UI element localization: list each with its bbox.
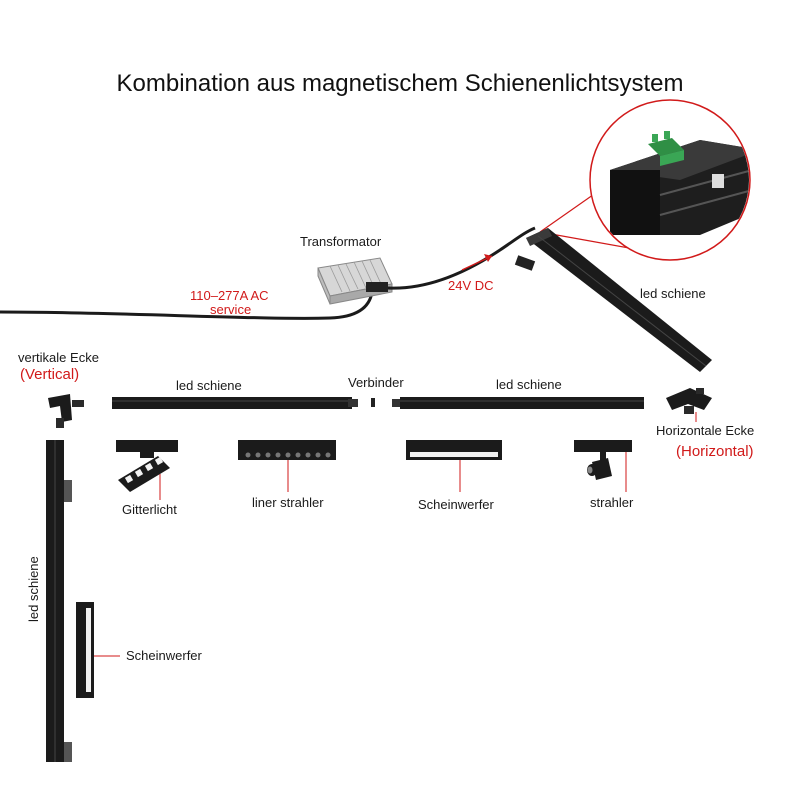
vertical-corner-label: vertikale Ecke: [18, 350, 99, 365]
ac-power-cable: [0, 292, 372, 318]
floodlight-label: Scheinwerfer: [418, 497, 494, 512]
grid-light-icon: [116, 440, 178, 500]
floodlight-icon: [406, 440, 502, 492]
output-voltage-label: 24V DC: [448, 278, 494, 293]
horizontal-corner-label: Horizontale Ecke: [656, 423, 755, 438]
led-rail-left: [112, 397, 358, 409]
connector-icon: [371, 398, 375, 407]
diagonal-rail-label: led schiene: [640, 286, 706, 301]
vertical-floodlight-icon: [76, 602, 120, 698]
input-service-label: service: [210, 302, 252, 317]
input-voltage-label: 110–277A AC: [190, 288, 269, 303]
horizontal-corner-en-label: (Horizontal): [676, 443, 754, 460]
rail-right-label: led schiene: [496, 377, 562, 392]
transformer-icon: [318, 258, 392, 304]
vertical-rail-label: led schiene: [26, 556, 41, 622]
vertical-floodlight-label: Scheinwerfer: [126, 648, 202, 663]
linear-spot-icon: [238, 440, 336, 492]
led-rail-vertical: [46, 440, 72, 762]
grid-light-label: Gitterlicht: [122, 502, 177, 517]
horizontal-corner-icon: [666, 388, 712, 422]
connector-label: Verbinder: [348, 375, 404, 390]
vertical-corner-icon: [48, 394, 84, 428]
spotlight-icon: [574, 440, 632, 492]
vertical-corner-en-label: (Vertical): [20, 366, 80, 383]
linear-spot-label: liner strahler: [252, 495, 324, 510]
page-title: Kombination aus magnetischem Schienenlichtsystem: [116, 70, 684, 97]
led-rail-right: [392, 397, 644, 409]
spotlight-label: strahler: [590, 495, 634, 510]
transformer-label: Transformator: [300, 234, 382, 249]
rail-left-label: led schiene: [176, 378, 242, 393]
